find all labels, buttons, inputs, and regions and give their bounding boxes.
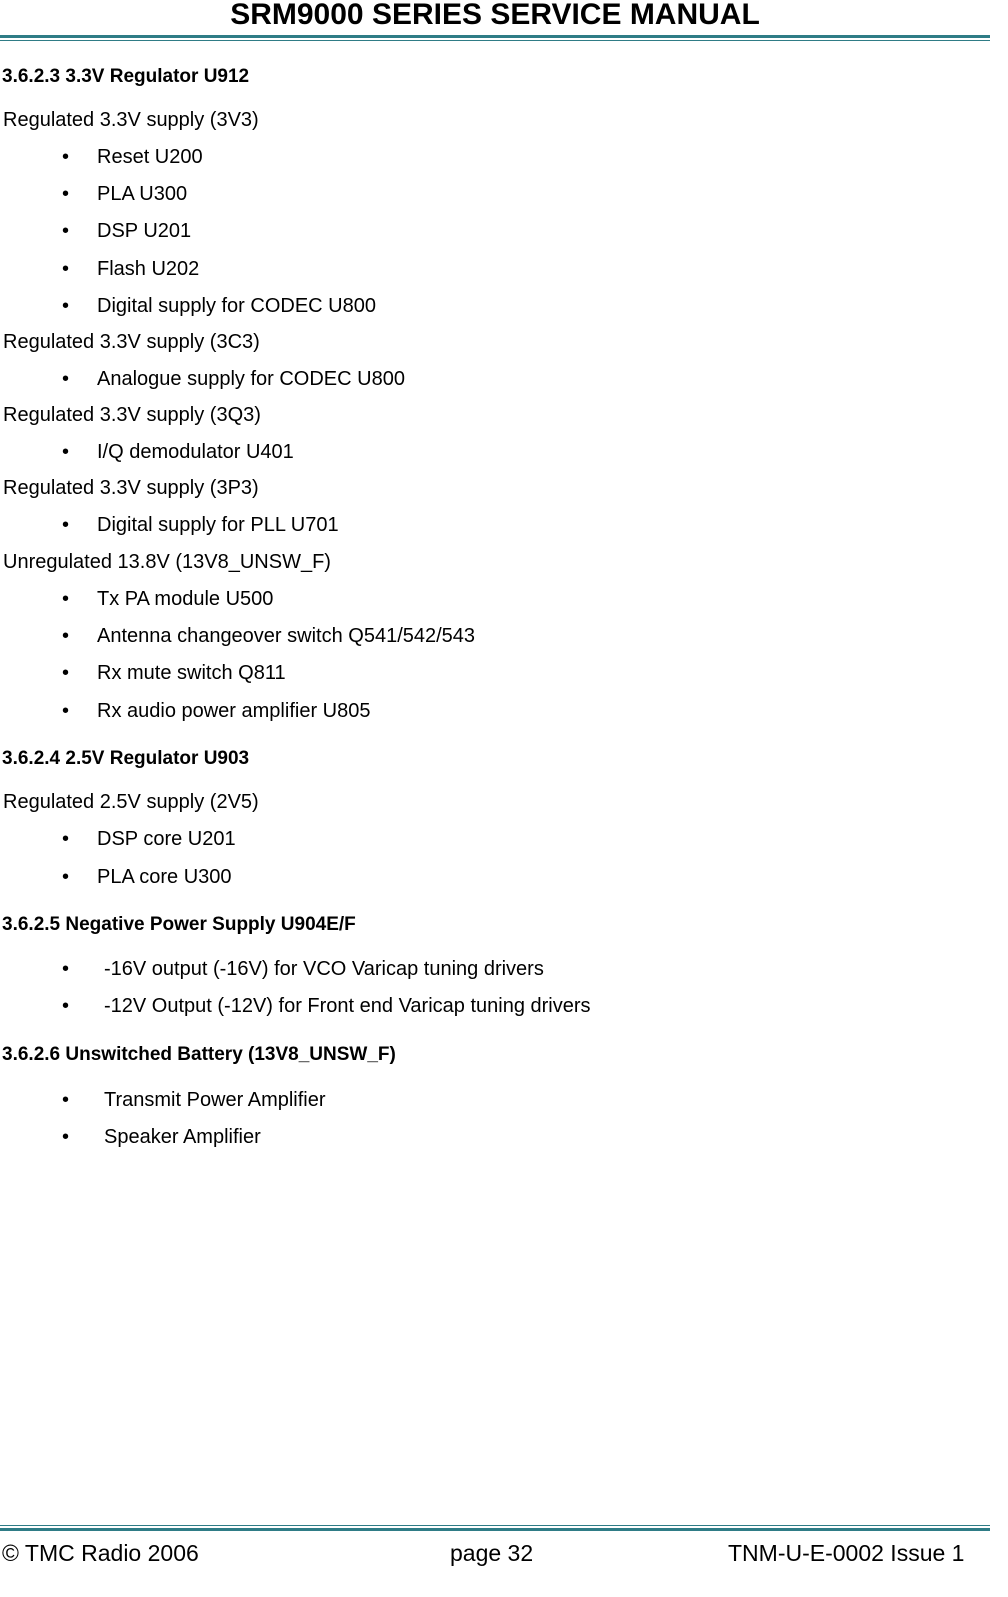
bullet-icon: •	[62, 220, 70, 242]
section-number: 3.6.2.5	[2, 914, 61, 935]
section-title: 2.5V Regulator U903	[65, 748, 250, 769]
section-number: 3.6.2.3	[2, 66, 61, 87]
bullet-icon: •	[62, 1126, 70, 1148]
supply-label-3c3: Regulated 3.3V supply (3C3)	[3, 331, 260, 353]
bullet-icon: •	[62, 368, 70, 390]
section-number: 3.6.2.4	[2, 748, 61, 769]
list-item: Rx mute switch Q811	[97, 662, 286, 684]
bullet-icon: •	[62, 995, 70, 1017]
bullet-icon: •	[62, 441, 70, 463]
list-item: PLA core U300	[97, 866, 232, 888]
list-item: PLA U300	[97, 183, 188, 205]
section-title: Unswitched Battery (13V8_UNSW_F)	[65, 1044, 396, 1065]
section-heading-3-6-2-5	[2, 914, 356, 936]
supply-label-13v8: Unregulated 13.8V (13V8_UNSW_F)	[3, 551, 331, 573]
list-item: Rx audio power amplifier U805	[97, 700, 371, 722]
list-item: DSP U201	[97, 220, 192, 242]
footer-divider	[0, 1525, 990, 1531]
footer-copyright: © TMC Radio 2006	[2, 1540, 199, 1566]
section-number: 3.6.2.6	[2, 1044, 61, 1065]
footer-page-number: page 32	[450, 1540, 534, 1566]
list-item: Transmit Power Amplifier	[104, 1089, 326, 1111]
bullet-icon: •	[62, 958, 70, 980]
list-item: Antenna changeover switch Q541/542/543	[97, 625, 476, 647]
list-item: Digital supply for PLL U701	[97, 514, 339, 536]
bullet-icon: •	[62, 866, 70, 888]
bullet-icon: •	[62, 183, 70, 205]
bullet-icon: •	[62, 146, 70, 168]
list-item: Speaker Amplifier	[104, 1126, 261, 1148]
bullet-icon: •	[62, 514, 70, 536]
supply-label-2v5: Regulated 2.5V supply (2V5)	[3, 791, 259, 813]
list-item: Analogue supply for CODEC U800	[97, 368, 405, 390]
supply-label-3p3: Regulated 3.3V supply (3P3)	[3, 477, 259, 499]
bullet-icon: •	[62, 1089, 70, 1111]
bullet-icon: •	[62, 258, 70, 280]
section-title: Negative Power Supply U904E/F	[65, 914, 356, 935]
list-item: Tx PA module U500	[97, 588, 274, 610]
supply-label-3q3: Regulated 3.3V supply (3Q3)	[3, 404, 261, 426]
list-item: DSP core U201	[97, 828, 236, 850]
bullet-icon: •	[62, 700, 70, 722]
list-item: -12V Output (-12V) for Front end Varicap tuning drivers	[104, 995, 591, 1017]
supply-label-3v3: Regulated 3.3V supply (3V3)	[3, 109, 259, 131]
bullet-icon: •	[62, 295, 70, 317]
page-header-title: SRM9000 SERIES SERVICE MANUAL	[230, 0, 760, 31]
list-item: -16V output (-16V) for VCO Varicap tuning drivers	[104, 958, 544, 980]
bullet-icon: •	[62, 828, 70, 850]
list-item: Flash U202	[97, 258, 200, 280]
bullet-icon: •	[62, 588, 70, 610]
list-item: Reset U200	[97, 146, 203, 168]
bullet-icon: •	[62, 662, 70, 684]
footer-document-id: TNM-U-E-0002 Issue 1	[728, 1540, 965, 1566]
section-title: 3.3V Regulator U912	[65, 66, 250, 87]
section-heading-3-6-2-3	[2, 66, 249, 88]
section-heading-3-6-2-4	[2, 748, 249, 770]
bullet-icon: •	[62, 625, 70, 647]
header-divider	[0, 35, 990, 41]
list-item: Digital supply for CODEC U800	[97, 295, 376, 317]
section-heading-3-6-2-6	[2, 1044, 396, 1066]
list-item: I/Q demodulator U401	[97, 441, 294, 463]
